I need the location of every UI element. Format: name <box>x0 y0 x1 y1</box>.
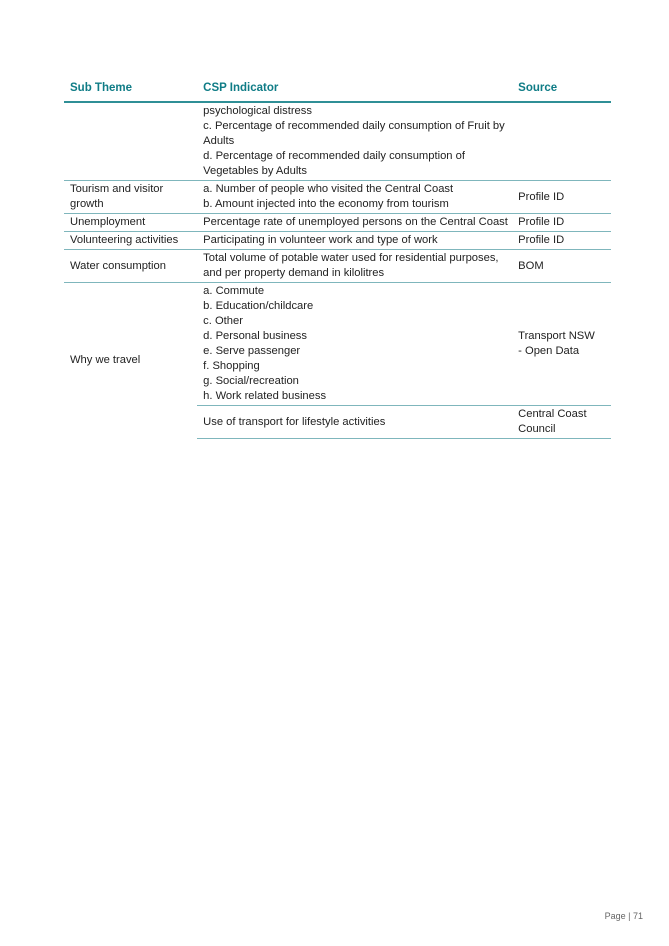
source-cell: Profile ID <box>512 214 611 232</box>
source-cell: BOM <box>512 250 611 283</box>
source-line: Central Coast <box>518 408 587 420</box>
indicator-line: psychological distress <box>203 105 312 117</box>
indicator-line: Vegetables by Adults <box>203 165 308 177</box>
source-cell <box>512 283 611 406</box>
indicator-line: g. Social/recreation <box>203 375 299 387</box>
indicator-cell <box>197 214 512 232</box>
indicator-cell <box>197 232 512 250</box>
sub-theme-cell: Water consumption <box>64 250 197 283</box>
indicator-line: and per property demand in kilolitres <box>203 267 385 279</box>
indicator-line: h. Work related business <box>203 390 327 402</box>
sub-theme-line: growth <box>70 198 104 210</box>
indicator-table-container <box>64 78 611 439</box>
page-number: Page | 71 <box>604 911 643 921</box>
indicator-line: Use of transport for lifestyle activities <box>203 415 386 428</box>
table-row <box>64 283 611 406</box>
indicator-line: a. Commute <box>203 285 265 297</box>
indicator-line: b. Amount injected into the economy from tourism <box>203 198 449 210</box>
sub-theme-line: Tourism and visitor <box>70 183 164 195</box>
sub-theme-cell <box>64 181 197 214</box>
table-row <box>64 232 611 250</box>
indicator-line: Participating in volunteer work and type of work <box>203 234 438 246</box>
source-line: Council <box>518 423 556 435</box>
indicator-cell <box>197 283 512 406</box>
indicator-line: b. Education/childcare <box>203 300 314 312</box>
indicator-cell <box>197 181 512 214</box>
sub-theme-cell: Unemployment <box>64 214 197 232</box>
source-line: Transport NSW <box>518 330 595 342</box>
sub-theme-cell <box>64 102 197 181</box>
indicator-line: f. Shopping <box>203 360 260 372</box>
indicator-line: d. Percentage of recommended daily consumption of <box>203 150 465 162</box>
indicator-line: d. Personal business <box>203 330 307 342</box>
header-source: Source <box>512 78 611 102</box>
indicator-line: Percentage rate of unemployed persons on the Central Coast <box>203 216 508 228</box>
header-sub-theme: Sub Theme <box>64 78 197 102</box>
indicator-cell <box>197 102 512 181</box>
indicator-line: c. Other <box>203 315 243 327</box>
table-row <box>64 181 611 214</box>
indicator-cell <box>197 406 512 439</box>
table-row <box>64 250 611 283</box>
table-row <box>64 102 611 181</box>
header-csp-indicator: CSP Indicator <box>197 78 512 102</box>
indicator-table <box>64 78 611 439</box>
table-header-row <box>64 78 611 102</box>
sub-theme-cell: Why we travel <box>70 354 141 367</box>
indicator-cell <box>197 250 512 283</box>
source-cell: Profile ID <box>512 181 611 214</box>
indicator-line: Total volume of potable water used for residential purposes, <box>203 252 499 264</box>
indicator-line: c. Percentage of recommended daily consumption of Fruit by <box>203 120 505 132</box>
source-line: - Open Data <box>518 345 580 357</box>
indicator-line: Adults <box>203 135 235 147</box>
table-row <box>64 214 611 232</box>
indicator-line: a. Number of people who visited the Central Coast <box>203 183 454 195</box>
source-cell <box>512 406 611 439</box>
indicator-line: e. Serve passenger <box>203 345 301 357</box>
source-cell <box>512 102 611 181</box>
source-cell: Profile ID <box>512 232 611 250</box>
sub-theme-cell: Volunteering activities <box>64 232 197 250</box>
